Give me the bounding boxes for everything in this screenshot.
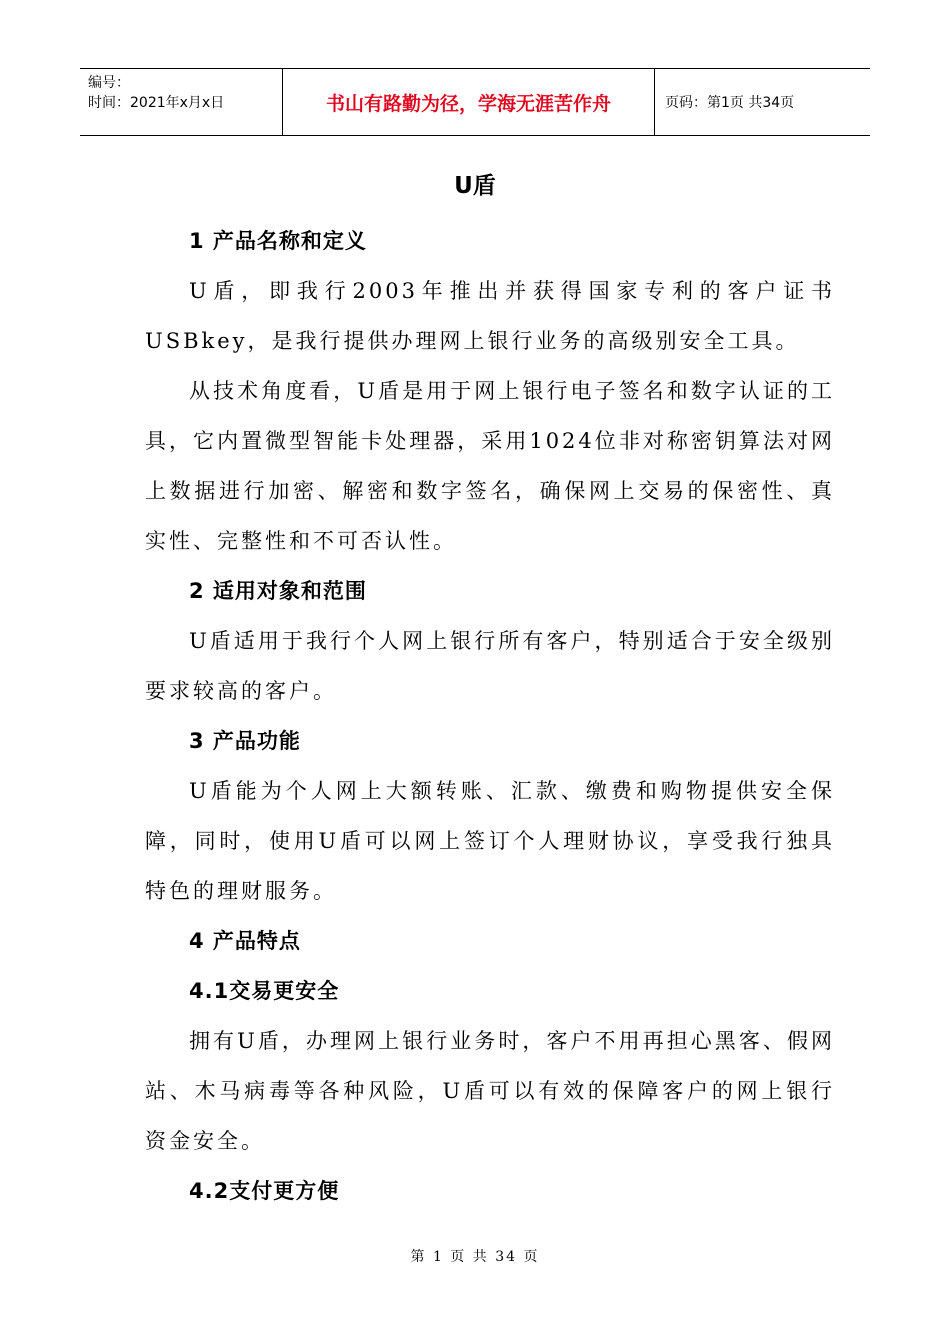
section-heading-4: 4 产品特点 (189, 929, 301, 953)
header-motto: 书山有路勤为径，学海无涯苦作舟 (282, 69, 655, 135)
subsection-heading-4-2: 4.2支付更方便 (189, 1179, 340, 1203)
paragraph-technical: 从技术角度看，U盾是用于网上银行电子签名和数字认证的工具，它内置微型智能卡处理器，采用1024位非对称密钥算法对网上数据进行加密、解密和数字签名，确保网上交易的保密性、真实性、完整性和不可否认性。 (145, 379, 835, 553)
paragraph-functions: U盾能为个人网上大额转账、汇款、缴费和购物提供安全保障，同时，使用U盾可以网上签订个人理财协议，享受我行独具特色的理财服务。 (145, 779, 835, 903)
section-heading-2: 2 适用对象和范围 (189, 579, 367, 603)
paragraph-security: 拥有U盾，办理网上银行业务时，客户不用再担心黑客、假网站、木马病毒等各种风险，U盾可以有效的保障客户的网上银行资金安全。 (145, 1029, 835, 1153)
page-header (80, 68, 870, 136)
header-page-info: 页码：第1页 共34页 (665, 95, 795, 111)
paragraph-scope: U盾适用于我行个人网上银行所有客户，特别适合于安全级别要求较高的客户。 (145, 629, 835, 703)
header-meta (80, 69, 282, 135)
page-footer: 第 1 页 共 34 页 (410, 1249, 540, 1265)
number-label: 编号： (88, 75, 130, 91)
section-heading-1: 1 产品名称和定义 (189, 229, 367, 253)
time-label: 时间：2021年x月x日 (88, 95, 225, 111)
document-title: U盾 (454, 173, 496, 199)
paragraph-definition: U盾，即我行2003年推出并获得国家专利的客户证书USBkey，是我行提供办理网上银行业务的高级别安全工具。 (145, 279, 835, 353)
section-heading-3: 3 产品功能 (189, 729, 301, 753)
document-body (145, 216, 835, 1216)
subsection-heading-4-1: 4.1交易更安全 (189, 979, 340, 1003)
